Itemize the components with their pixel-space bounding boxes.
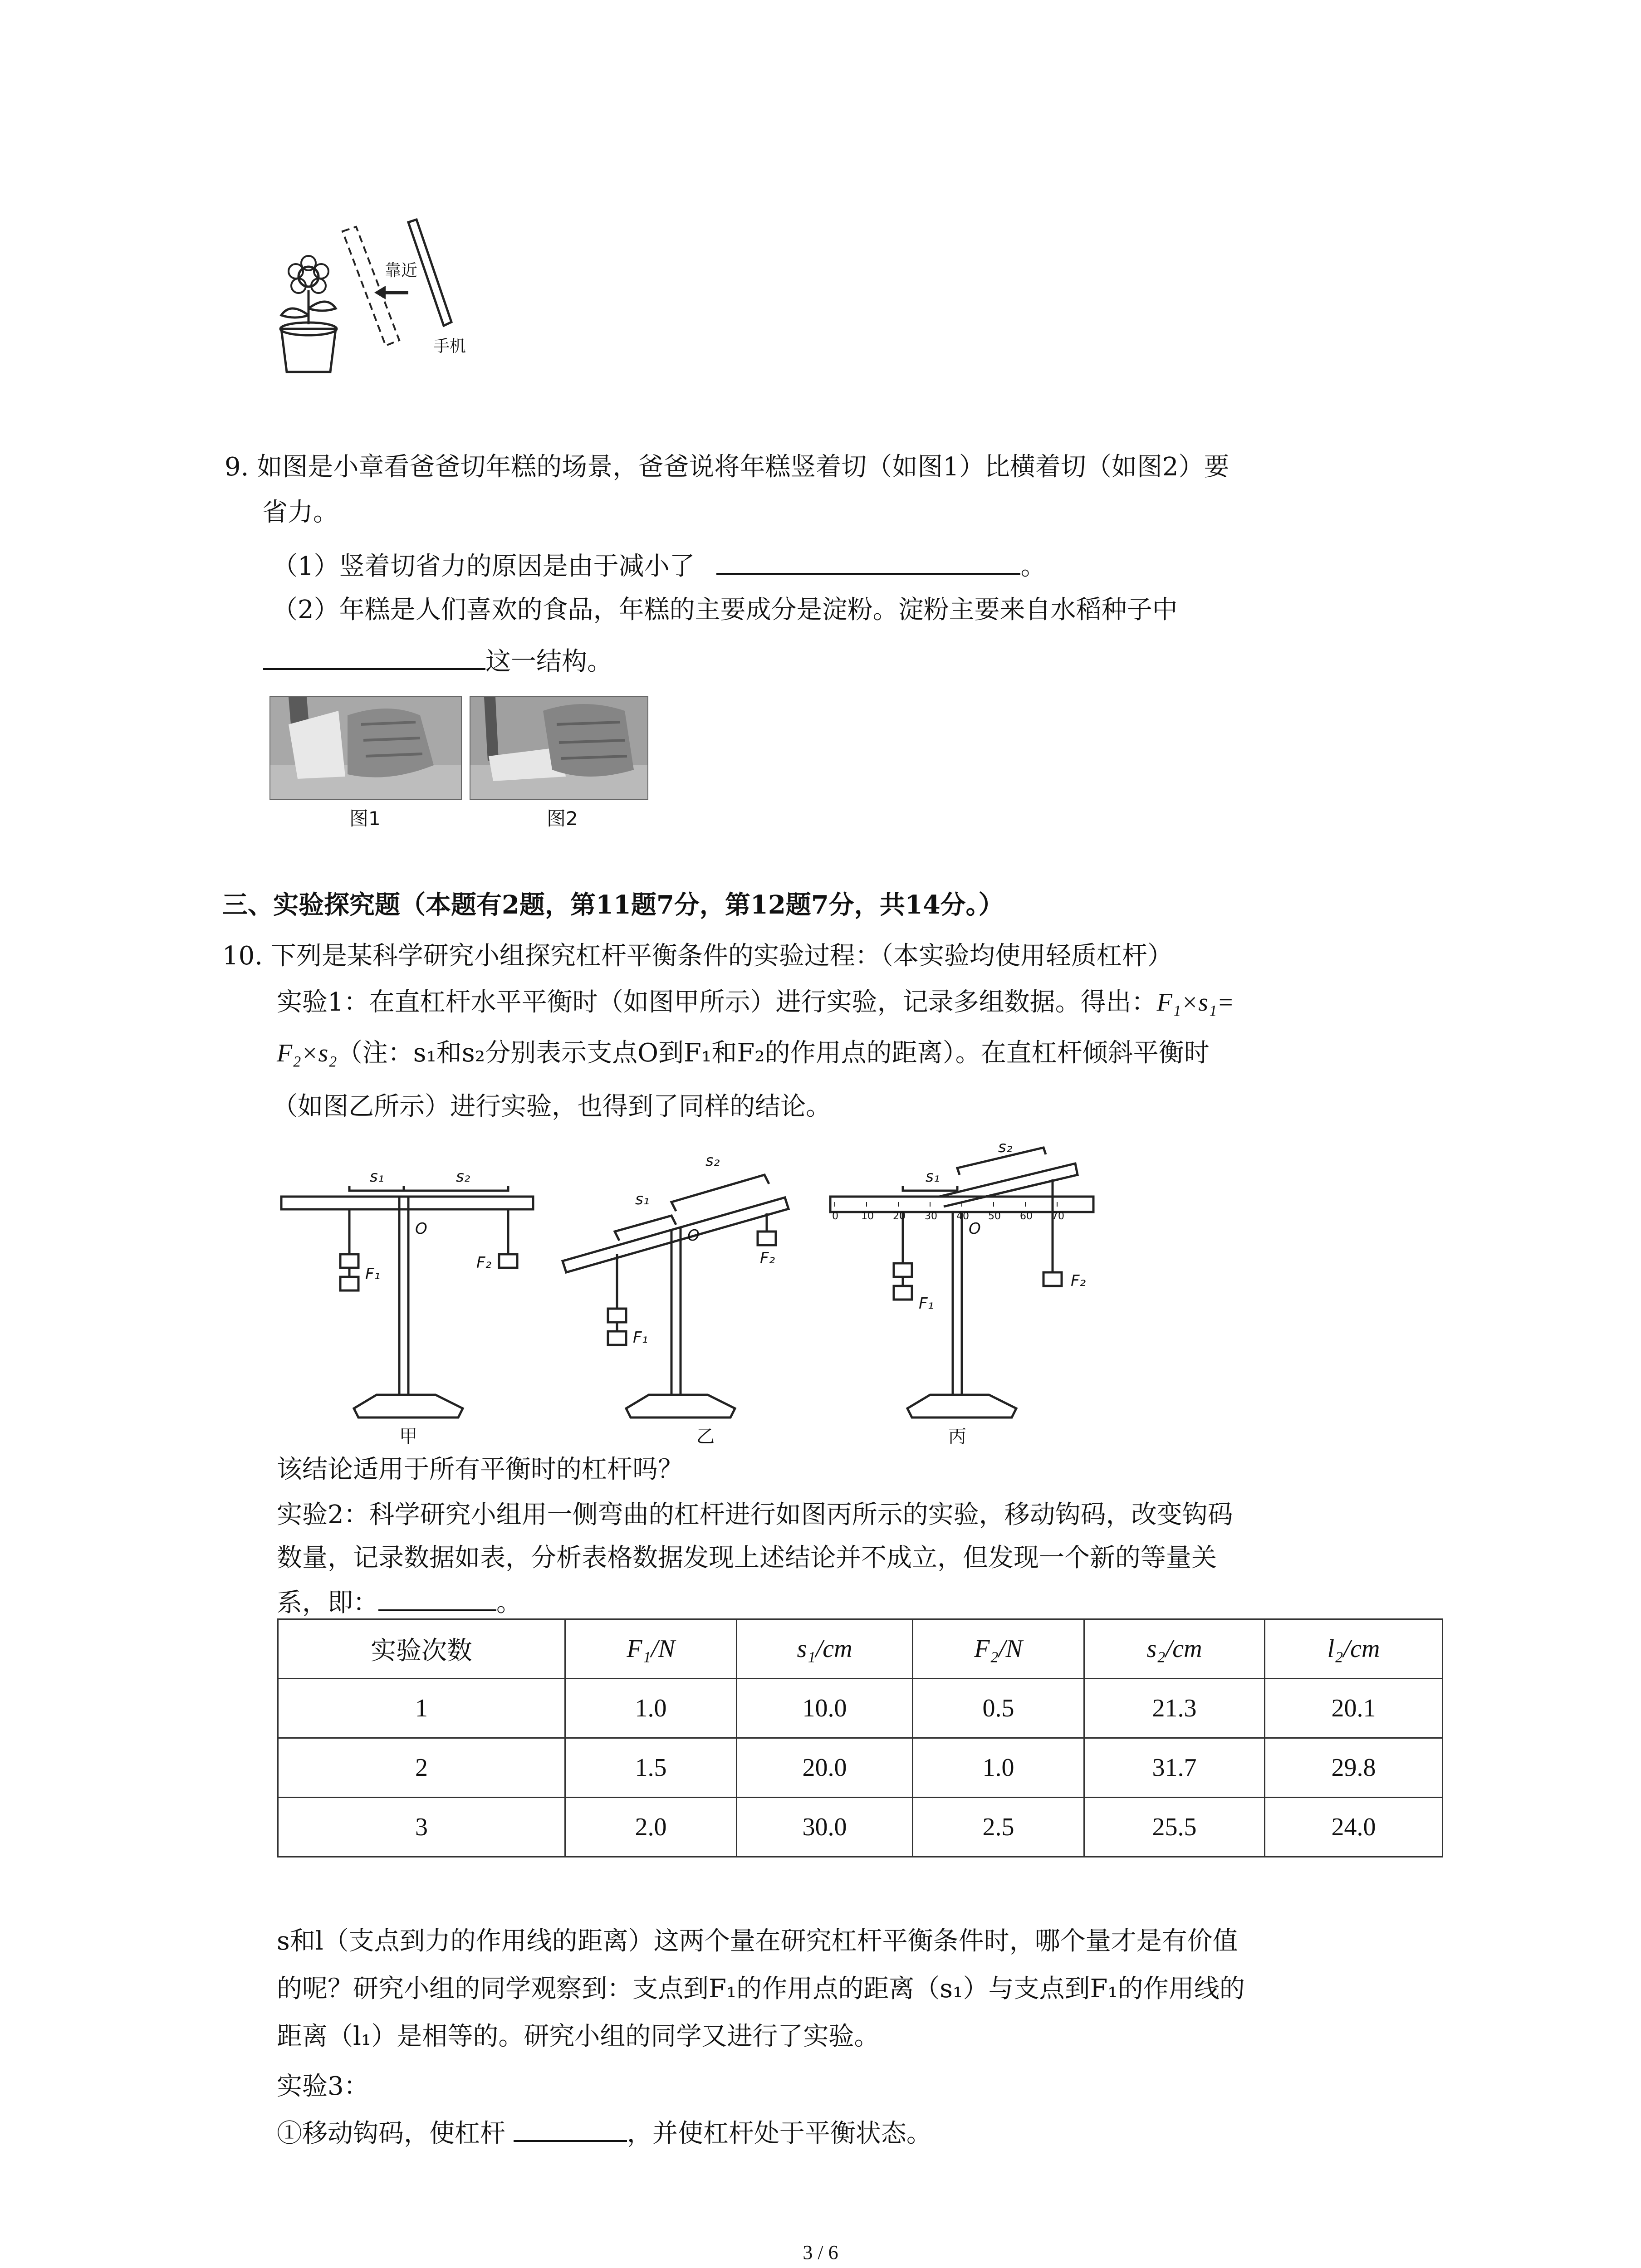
diagram-jia xyxy=(281,1186,533,1418)
q10-exp3-step1 xyxy=(277,2114,932,2152)
q10-stem: 10. 下列是某科学研究小组探究杠杆平衡条件的实验过程：（本实验均使用轻质杠杆） xyxy=(222,941,1173,971)
ruler-tick-40: 40 xyxy=(956,1211,969,1222)
ruler-tick-0: 0 xyxy=(832,1211,838,1222)
q10-exp1-text-b: （注：s₁和s₂分别表示支点O到F₁和F₂的作用点的距离）。在直杠杆倾斜平衡时 xyxy=(337,1038,1210,1068)
q9-part2-cont xyxy=(263,642,612,680)
caption-fig2: 图2 xyxy=(547,807,578,830)
yi-F2: F₂ xyxy=(760,1249,775,1267)
jia-s1: s₁ xyxy=(370,1168,384,1186)
table-cell: 29.8 xyxy=(1265,1738,1443,1798)
q10-exp2-line2: 数量，记录数据如表，分析表格数据发现上述结论并不成立，但发现一个新的等量关 xyxy=(277,1543,1217,1573)
q10-exp1-formula-a: F₁×s₁= xyxy=(1156,988,1234,1017)
table-header-row xyxy=(278,1619,1443,1679)
q10-exp1-line2 xyxy=(277,1035,1210,1071)
table-row xyxy=(278,1679,1443,1738)
q10-after-line2: 的呢？研究小组的同学观察到：支点到F₁的作用点的距离（s₁）与支点到F₁的作用线的 xyxy=(277,1974,1245,2004)
caption-bing: 丙 xyxy=(948,1426,966,1447)
table-cell: 31.7 xyxy=(1084,1738,1265,1798)
table-cell: 1.0 xyxy=(913,1738,1084,1798)
caption-fig1: 图1 xyxy=(349,807,381,830)
table-cell: 24.0 xyxy=(1265,1798,1443,1857)
table-cell: 1.5 xyxy=(565,1738,737,1798)
table-header: l₂/cm xyxy=(1265,1619,1443,1679)
table-row xyxy=(278,1738,1443,1798)
bing-s2: s₂ xyxy=(998,1143,1013,1156)
ruler-tick-60: 60 xyxy=(1020,1211,1033,1222)
q10-exp3-answer-blank[interactable] xyxy=(514,2114,627,2142)
q10-exp1-text-a: 实验1：在直杠杆水平平衡时（如图甲所示）进行实验，记录多组数据。得出： xyxy=(277,987,1157,1017)
q9-stem-cont: 省力。 xyxy=(262,498,338,527)
q10-exp2-text-c: 系，即： xyxy=(277,1588,378,1618)
q10-after-line3: 距离（l₁）是相等的。研究小组的同学又进行了实验。 xyxy=(277,2022,880,2051)
q10-exp3-heading: 实验3： xyxy=(277,2072,369,2101)
ruler-tick-10: 10 xyxy=(861,1211,874,1222)
q10-exp2-line3 xyxy=(277,1583,522,1621)
table-cell: 2.0 xyxy=(565,1798,737,1857)
q10-exp2-answer-blank[interactable] xyxy=(378,1583,496,1611)
diagram-yi xyxy=(563,1175,789,1418)
table-cell: 2 xyxy=(278,1738,565,1798)
table-row xyxy=(278,1798,1443,1857)
label-close: 靠近 xyxy=(385,261,418,280)
q10-after-line1: s和l（支点到力的作用线的距离）这两个量在研究杠杆平衡条件时，哪个量才是有价值 xyxy=(277,1926,1238,1956)
table-cell: 20.0 xyxy=(737,1738,913,1798)
q10-exp2-end: 。 xyxy=(496,1588,522,1618)
table-cell: 3 xyxy=(278,1798,565,1857)
jia-O: O xyxy=(415,1220,427,1238)
q10-question: 该结论适用于所有平衡时的杠杆吗？ xyxy=(277,1455,683,1484)
table-header: F₂/N xyxy=(913,1619,1084,1679)
jia-s2: s₂ xyxy=(456,1168,470,1186)
table-header: s₂/cm xyxy=(1084,1619,1265,1679)
q9-part1-text: （1）竖着切省力的原因是由于减小了 xyxy=(272,552,695,581)
bing-s1: s₁ xyxy=(926,1168,940,1186)
q9-part1-answer-blank[interactable] xyxy=(716,547,1020,575)
data-table xyxy=(277,1618,1443,1857)
lever-diagrams xyxy=(272,1143,1102,1452)
table-header: F₁/N xyxy=(565,1619,737,1679)
section3-heading: 三、实验探究题（本题有2题，第11题7分，第12题7分，共14分。） xyxy=(222,890,1004,920)
photo-fig1 xyxy=(269,696,462,800)
table-cell: 30.0 xyxy=(737,1798,913,1857)
table-cell: 0.5 xyxy=(913,1679,1084,1738)
yi-s2: s₂ xyxy=(705,1152,720,1170)
q9-part1 xyxy=(272,547,1046,585)
flower-phone-figure xyxy=(263,218,517,399)
bing-O: O xyxy=(969,1220,981,1238)
q10-exp1-line3: （如图乙所示）进行实验，也得到了同样的结论。 xyxy=(272,1092,831,1121)
diagram-bing xyxy=(830,1148,1093,1418)
caption-jia: 甲 xyxy=(399,1426,417,1447)
q9-part2: （2）年糕是人们喜欢的食品，年糕的主要成分是淀粉。淀粉主要来自水稻种子中 xyxy=(272,595,1178,625)
jia-F2: F₂ xyxy=(476,1254,492,1272)
ruler-tick-30: 30 xyxy=(925,1211,937,1222)
yi-s1: s₁ xyxy=(635,1190,650,1208)
caption-yi: 乙 xyxy=(696,1426,715,1447)
table-cell: 10.0 xyxy=(737,1679,913,1738)
q9-part1-end: 。 xyxy=(1020,552,1046,581)
q10-exp3-step1-end: ，并使杠杆处于平衡状态。 xyxy=(627,2119,932,2148)
q10-exp1-line1 xyxy=(277,984,1234,1021)
table-header: 实验次数 xyxy=(278,1619,565,1679)
photo-fig2 xyxy=(470,696,648,800)
ruler-tick-50: 50 xyxy=(988,1211,1001,1222)
table-cell: 25.5 xyxy=(1084,1798,1265,1857)
table-header: s₁/cm xyxy=(737,1619,913,1679)
table-cell: 21.3 xyxy=(1084,1679,1265,1738)
q10-exp3-step1-text: ①移动钩码，使杠杆 xyxy=(277,2119,505,2148)
table-cell: 20.1 xyxy=(1265,1679,1443,1738)
jia-F1: F₁ xyxy=(365,1265,381,1283)
table-cell: 1 xyxy=(278,1679,565,1738)
q10-exp2-line1: 实验2：科学研究小组用一侧弯曲的杠杆进行如图丙所示的实验，移动钩码，改变钩码 xyxy=(277,1500,1233,1530)
yi-O: O xyxy=(687,1227,700,1245)
table-cell: 1.0 xyxy=(565,1679,737,1738)
q10-exp1-formula-b: F₂×s₂ xyxy=(277,1039,337,1067)
ruler-tick-70: 70 xyxy=(1052,1211,1064,1222)
q9-stem: 9. 如图是小章看爸爸切年糕的场景，爸爸说将年糕竖着切（如图1）比横着切（如图2）要 xyxy=(225,452,1230,482)
table-cell: 2.5 xyxy=(913,1798,1084,1857)
q9-part2-answer-blank[interactable] xyxy=(263,642,485,670)
bing-F2: F₂ xyxy=(1071,1272,1086,1290)
bing-F1: F₁ xyxy=(919,1295,934,1313)
yi-F1: F₁ xyxy=(633,1329,648,1347)
label-phone: 手机 xyxy=(433,337,466,356)
ruler-tick-20: 20 xyxy=(893,1211,906,1222)
page-number: 3 / 6 xyxy=(803,2241,838,2263)
q9-part2-end: 这一结构。 xyxy=(485,647,612,676)
